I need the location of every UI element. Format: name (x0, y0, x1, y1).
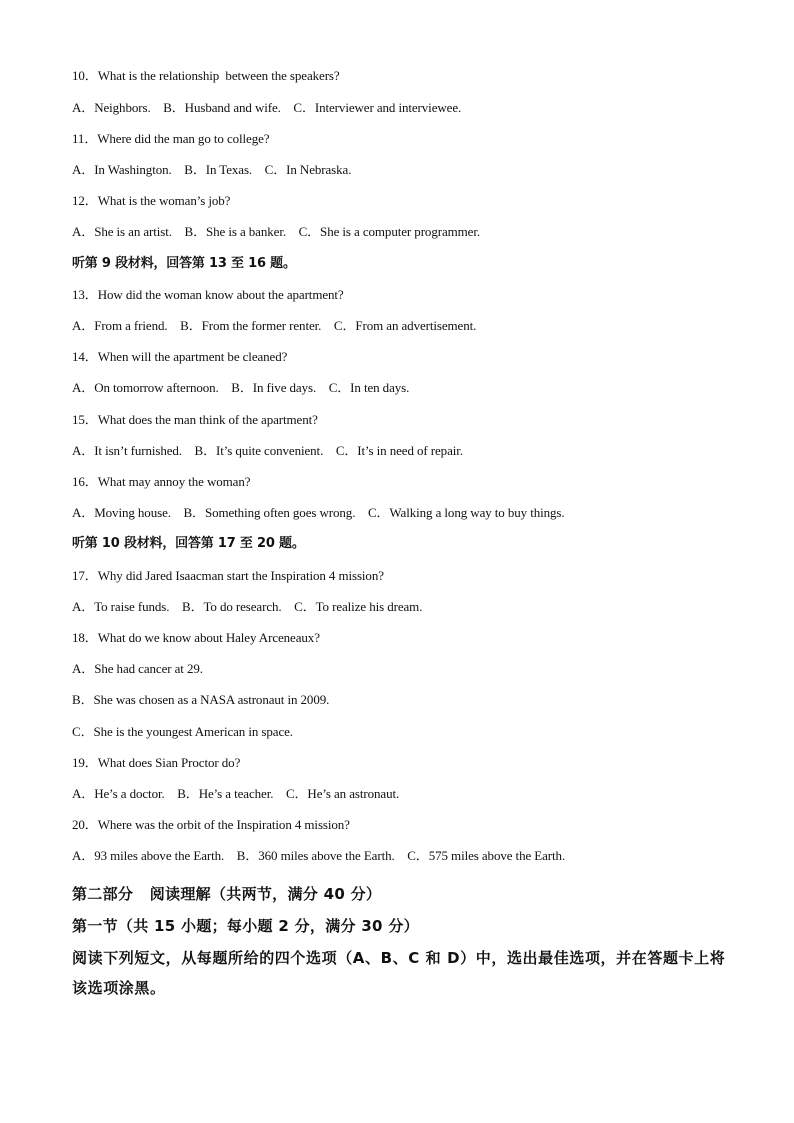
options-15: A．It isn’t furnished. B．It’s quite convenient. C．It’s in need of repair. (72, 443, 463, 458)
options-11: A．In Washington. B．In Texas. C．In Nebraska. (72, 162, 352, 177)
options-14: A．On tomorrow afternoon. B．In five days. C．In ten days. (72, 380, 410, 395)
section-heading-10: 听第 10 段材料，回答第 17 至 20 题。 (72, 536, 305, 551)
options-17: A．To raise funds. B．To do research. C．To realize his dream. (72, 599, 423, 614)
section-heading-9: 听第 9 段材料，回答第 13 至 16 题。 (72, 256, 296, 271)
question-13: 13．How did the woman know about the apartment? (72, 287, 344, 302)
option-18c: C．She is the youngest American in space. (72, 724, 293, 739)
options-13: A．From a friend. B．From the former renter. C．From an advertisement. (72, 318, 477, 333)
question-10: 10．What is the relationship between the speakers? (72, 68, 340, 83)
options-19: A．He’s a doctor. B．He’s a teacher. C．He’s an astronaut. (72, 786, 400, 801)
question-15: 15．What does the man think of the apartment? (72, 412, 318, 427)
question-14: 14．When will the apartment be cleaned? (72, 349, 288, 364)
option-18a: A．She had cancer at 29. (72, 661, 203, 676)
reading-instruction: 阅读下列短文，从每题所给的四个选项（A、B、C 和 D）中，选出最佳选项，并在答题卡上将该选项涂黑。 (72, 949, 726, 997)
part-two-title: 第二部分 阅读理解（共两节，满分 40 分） (72, 885, 382, 903)
options-16: A．Moving house. B．Something often goes wrong. C．Walking a long way to buy things. (72, 505, 565, 520)
question-12: 12．What is the woman’s job? (72, 193, 231, 208)
options-10: A．Neighbors. B．Husband and wife. C．Interviewer and interviewee. (72, 100, 462, 115)
question-17: 17．Why did Jared Isaacman start the Inspiration 4 mission? (72, 568, 384, 583)
question-19: 19．What does Sian Proctor do? (72, 755, 241, 770)
options-12: A．She is an artist. B．She is a banker. C．She is a computer programmer. (72, 224, 480, 239)
question-16: 16．What may annoy the woman? (72, 474, 251, 489)
question-18: 18．What do we know about Haley Arceneaux? (72, 630, 320, 645)
question-11: 11．Where did the man go to college? (72, 131, 270, 146)
options-20: A．93 miles above the Earth. B．360 miles above the Earth. C．575 miles above the Earth. (72, 848, 566, 863)
option-18b: B．She was chosen as a NASA astronaut in 2009. (72, 692, 330, 707)
question-20: 20．Where was the orbit of the Inspiration 4 mission? (72, 817, 350, 832)
section-one-title: 第一节（共 15 小题；每小题 2 分，满分 30 分） (72, 917, 419, 935)
